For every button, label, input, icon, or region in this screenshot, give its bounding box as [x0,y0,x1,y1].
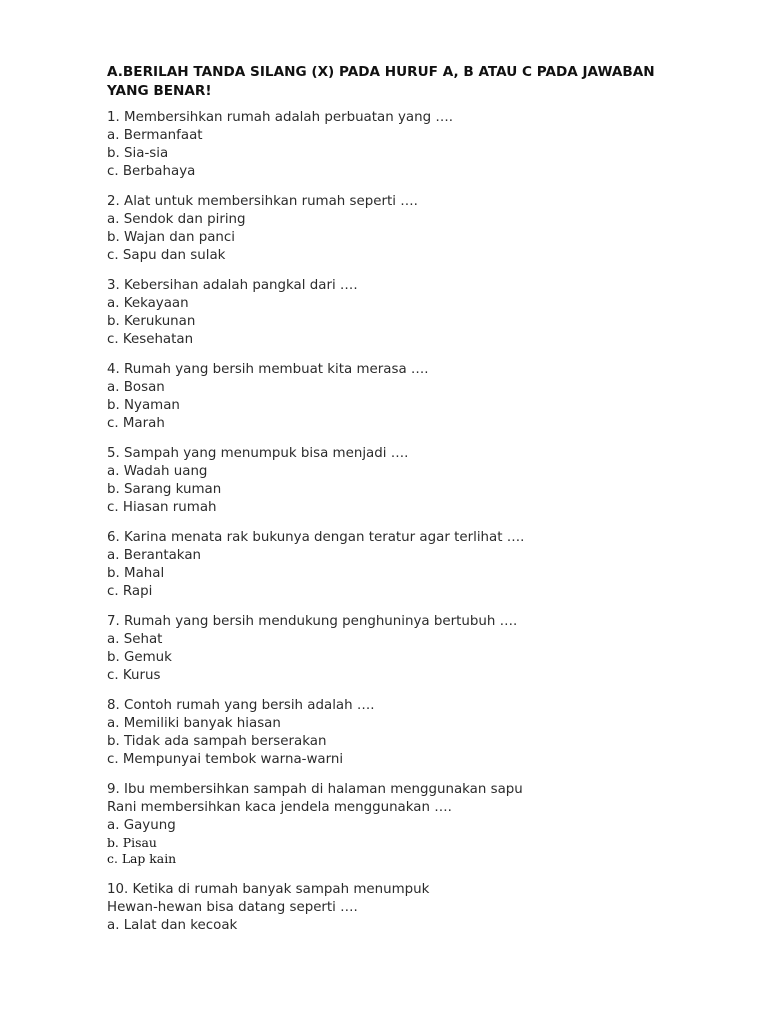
question-text: 10. Ketika di rumah banyak sampah menumpuk [107,882,430,897]
question-text: 7. Rumah yang bersih mendukung penghuninya bertubuh …. [107,614,518,629]
question-text: 3. Kebersihan adalah pangkal dari …. [107,278,358,293]
question-8 [107,697,727,769]
option-b[interactable]: b. Gemuk [107,650,172,665]
question-text: 6. Karina menata rak bukunya dengan teratur agar terlihat …. [107,530,525,545]
question-2 [107,193,727,265]
option-c[interactable]: c. Kesehatan [107,332,194,347]
option-a[interactable]: a. Bosan [107,380,165,395]
option-c[interactable]: c. Berbahaya [107,164,196,179]
question-text: 9. Ibu membersihkan sampah di halaman menggunakan sapu [107,782,523,797]
option-b[interactable]: b. Wajan dan panci [107,230,235,245]
option-a[interactable]: a. Bermanfaat [107,128,203,143]
question-6 [107,529,727,601]
question-text: 2. Alat untuk membersihkan rumah seperti …. [107,194,418,209]
option-b[interactable]: b. Tidak ada sampah berserakan [107,734,327,749]
option-c[interactable]: c. Sapu dan sulak [107,248,226,263]
question-text: 5. Sampah yang menumpuk bisa menjadi …. [107,446,409,461]
option-a[interactable]: a. Wadah uang [107,464,208,479]
option-a[interactable]: a. Memiliki banyak hiasan [107,716,281,731]
option-c[interactable]: c. Mempunyai tembok warna-warni [107,752,344,767]
question-text: 1. Membersihkan rumah adalah perbuatan yang …. [107,110,453,125]
question-10 [107,881,727,935]
question-text-line-2: Rani membersihkan kaca jendela menggunakan …. [107,800,452,815]
option-a[interactable]: a. Kekayaan [107,296,189,311]
option-b[interactable]: b. Pisau [107,835,157,850]
question-4 [107,361,727,433]
section-heading: A.BERILAH TANDA SILANG (X) PADA HURUF A, B ATAU C PADA JAWABAN YANG BENAR! [107,64,655,99]
option-b[interactable]: b. Sia-sia [107,146,169,161]
option-a[interactable]: a. Sendok dan piring [107,212,246,227]
option-b[interactable]: b. Sarang kuman [107,482,222,497]
option-c[interactable]: c. Lap kain [107,851,177,866]
option-c[interactable]: c. Hiasan rumah [107,500,217,515]
option-b[interactable]: b. Nyaman [107,398,180,413]
option-c[interactable]: c. Rapi [107,584,153,599]
question-text: 4. Rumah yang bersih membuat kita merasa …. [107,362,429,377]
option-b[interactable]: b. Kerukunan [107,314,196,329]
question-3 [107,277,727,349]
question-text-line-2: Hewan-hewan bisa datang seperti …. [107,900,358,915]
question-text: 8. Contoh rumah yang bersih adalah …. [107,698,375,713]
option-a[interactable]: a. Lalat dan kecoak [107,918,238,933]
question-7 [107,613,727,685]
question-list [107,109,727,935]
option-a[interactable]: a. Sehat [107,632,163,647]
option-a[interactable]: a. Gayung [107,818,176,833]
option-a[interactable]: a. Berantakan [107,548,202,563]
option-b[interactable]: b. Mahal [107,566,165,581]
option-c[interactable]: c. Kurus [107,668,161,683]
question-5 [107,445,727,517]
question-9 [107,781,727,867]
question-1 [107,109,727,181]
option-c[interactable]: c. Marah [107,416,165,431]
